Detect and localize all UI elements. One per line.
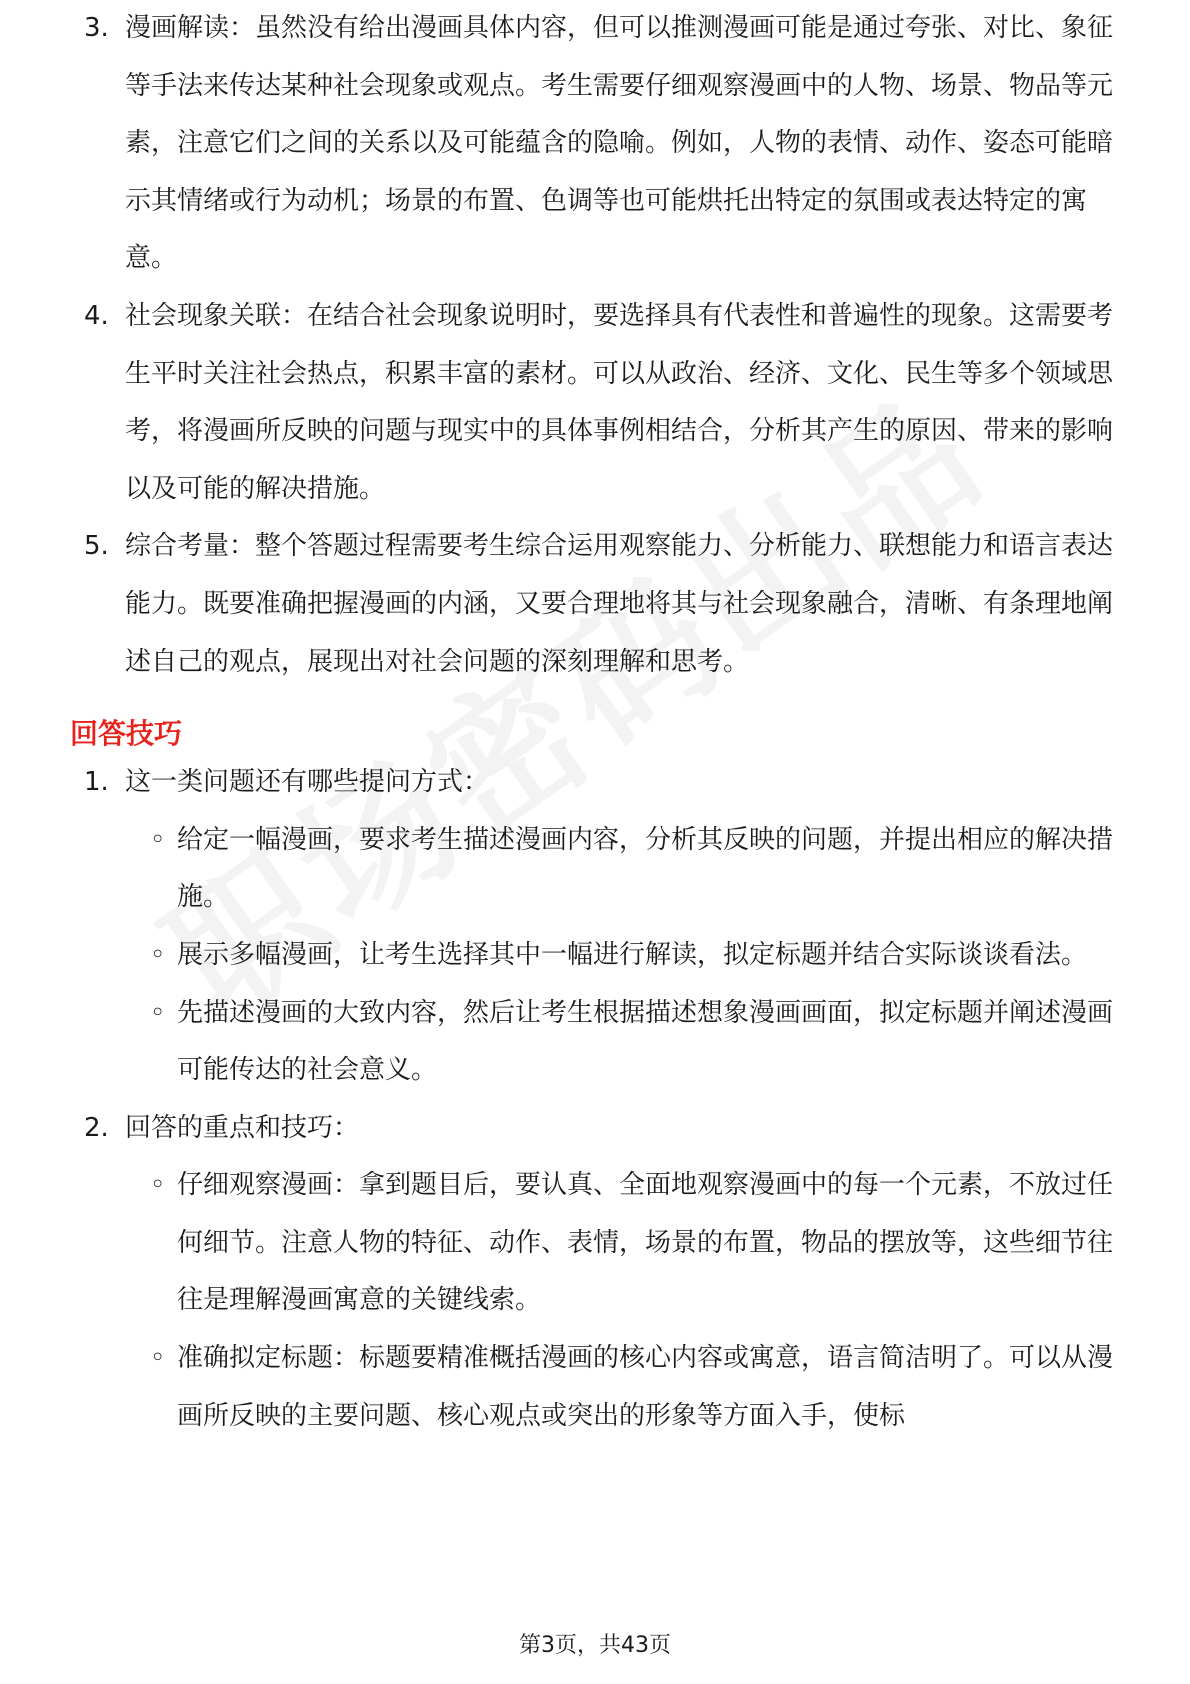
bullet-icon: ◦: [150, 997, 166, 1028]
sub-item-text: 给定一幅漫画，要求考生描述漫画内容，分析其反映的问题，并提出相应的解决措施。: [177, 824, 1114, 913]
item-number: 2.: [84, 1112, 109, 1143]
sub-list-item: [125, 1157, 1120, 1330]
analysis-list: [0, 0, 1190, 691]
sub-item-text: 展示多幅漫画，让考生选择其中一幅进行解读，拟定标题并结合实际谈谈看法。: [177, 939, 1088, 970]
item-text: 漫画解读：虽然没有给出漫画具体内容，但可以推测漫画可能是通过夸张、对比、象征等手法来传达某种社会现象或观点。考生需要仔细观察漫画中的人物、场景、物品等元素，注意它们之间的关系以及可能蕴含的隐喻。例如，人物的表情、动作、姿态可能暗示其情绪或行为动机；场景的布置、色调等也可能烘托出特定的氛围或表达特定的寓意。: [125, 13, 1114, 274]
list-item: [0, 0, 1190, 288]
item-number: 4.: [84, 300, 109, 331]
list-item: [0, 754, 1190, 1100]
bullet-icon: ◦: [150, 824, 166, 855]
bullet-icon: ◦: [150, 1170, 166, 1201]
item-text: 社会现象关联：在结合社会现象说明时，要选择具有代表性和普遍性的现象。这需要考生平时关注社会热点，积累丰富的素材。可以从政治、经济、文化、民生等多个领域思考，将漫画所反映的问题与现实中的具体事例相结合，分析其产生的原因、带来的影响以及可能的解决措施。: [125, 300, 1114, 504]
sub-list: [125, 1157, 1120, 1445]
item-text: 回答的重点和技巧：: [125, 1112, 360, 1143]
page-footer: 第3页，共43页: [519, 1633, 671, 1658]
sub-list-item: [125, 927, 1120, 985]
sub-item-text: 准确拟定标题：标题要精准概括漫画的核心内容或寓意，语言简洁明了。可以从漫画所反映的主要问题、核心观点或突出的形象等方面入手，使标: [177, 1343, 1114, 1431]
section-heading: 回答技巧: [70, 717, 183, 751]
list-item: [0, 1100, 1190, 1446]
sub-item-text: 先描述漫画的大致内容，然后让考生根据描述想象漫画画面，拟定标题并阐述漫画可能传达的社会意义。: [177, 997, 1114, 1086]
item-text: 综合考量：整个答题过程需要考生综合运用观察能力、分析能力、联想能力和语言表达能力。既要准确把握漫画的内涵，又要合理地将其与社会现象融合，清晰、有条理地阐述自己的观点，展现出对社会问题的深刻理解和思考。: [125, 531, 1114, 677]
sub-list-item: [125, 812, 1120, 927]
sub-list: [125, 812, 1120, 1100]
item-number: 1.: [84, 767, 109, 798]
item-number: 5.: [84, 531, 109, 562]
sub-list-item: [125, 985, 1120, 1100]
list-item: [0, 288, 1190, 518]
item-number: 3.: [84, 13, 109, 43]
sub-item-text: 仔细观察漫画：拿到题目后，要认真、全面地观察漫画中的每一个元素，不放过任何细节。注意人物的特征、动作、表情，场景的布置，物品的摆放等，这些细节往往是理解漫画寓意的关键线索。: [177, 1170, 1114, 1316]
tips-list: [0, 754, 1190, 1445]
bullet-icon: ◦: [150, 1343, 166, 1374]
item-text: 这一类问题还有哪些提问方式：: [125, 767, 490, 798]
bullet-icon: ◦: [150, 939, 166, 970]
sub-list-item: [125, 1330, 1120, 1445]
list-item: [0, 518, 1190, 691]
